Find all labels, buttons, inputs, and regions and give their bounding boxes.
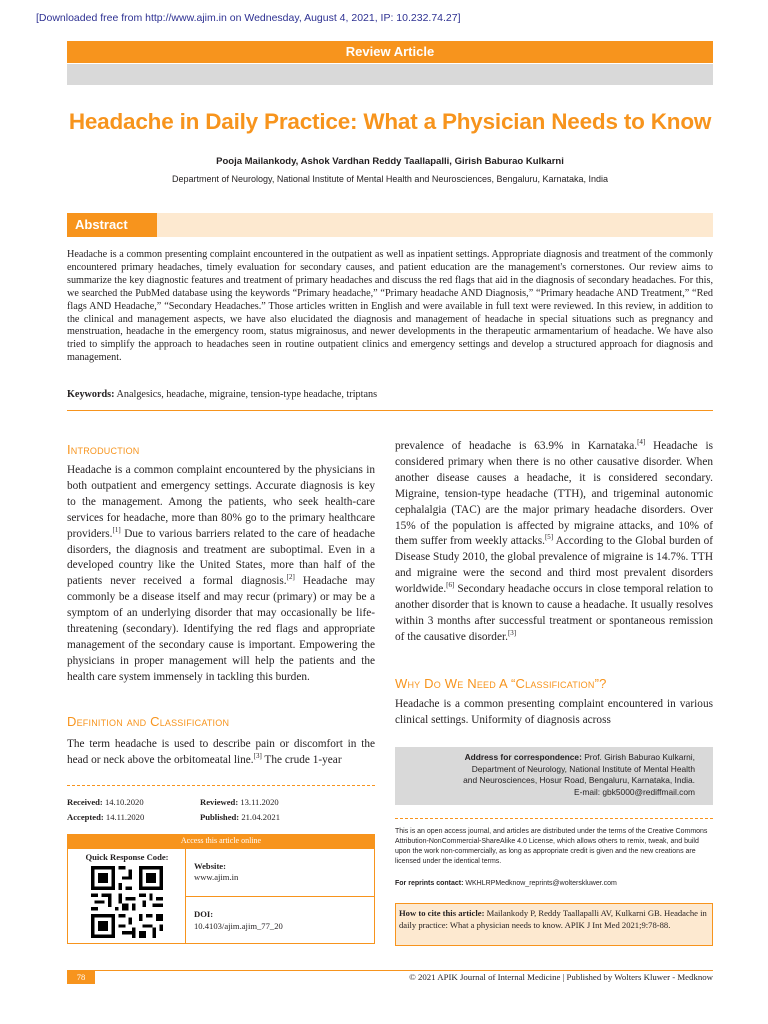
- access-divider-horizontal: [185, 896, 375, 897]
- reviewed-label: Reviewed:: [200, 797, 239, 807]
- how-to-cite: [399, 907, 709, 931]
- reprints: [395, 880, 713, 887]
- reviewed-date: 13.11.2020: [238, 797, 279, 807]
- prevalence-part: Secondary headache occurs in close temporal relation to another disorder that is known to cause a headache. It usually resolves within 3 months after successful treatment or spontaneous remission of the causative disorder.: [395, 583, 713, 643]
- prevalence-part: prevalence of headache is 63.9% in Karnataka.: [395, 440, 638, 452]
- address-line: and Neurosciences, Hosur Road, Bengaluru, Karnataka, India.: [463, 775, 695, 786]
- accepted-label: Accepted:: [67, 812, 104, 822]
- def-part: The term headache is used to describe pain or discomfort in the head or neck above the orbitomeatal line.: [67, 738, 375, 766]
- abstract-text: Headache is a common presenting complaint encountered in the outpatient as well as inpatient settings. Appropriate diagnosis and treatment of the commonly encountered primary headaches, timely evaluation for secondary causes, and patient education are the management's cornerstones. Our review aims to summarize the key diagnostic features and treatment of primary headaches and discuss the red flags that aid in the diagnosis of secondary headaches. For this, we searched the PubMed database using the keywords “Primary headache,” “Primary headache AND Diagnosis,” “Primary headache AND Treatment,” “Red flags AND Headache,” “Secondary Headaches.” Those articles written in English and were available in full text were reviewed. In this review, in addition to the clinical and management aspects, we have also elucidated the diagnosis and management of headache in special situations such as pregnancy and menstruation, headache in the emergency room, status migrainosus, and newer developments in the therapeutic armamentarium of headache. We have also tried to simplify the approach to headaches seen in routine outpatient clinics and emergency settings and develop a structured approach for diagnosis and management.: [67, 249, 713, 364]
- keywords-list: Analgesics, headache, migraine, tension-type headache, triptans: [114, 389, 378, 400]
- cite-text: Mailankody P, Reddy Taallapalli AV, Kulkarni GB. Headache in daily practice: What a physician needs to know. APIK J Int Med 2021;9:78-88.: [399, 908, 707, 930]
- keywords: [67, 389, 713, 400]
- cite-label: How to cite this article:: [399, 908, 485, 918]
- download-note: [Downloaded free from http://www.ajim.in on Wednesday, August 4, 2021, IP: 10.232.74.27]: [36, 12, 461, 24]
- published-date: 21.04.2021: [239, 812, 280, 822]
- introduction-text: [67, 463, 375, 686]
- citation-link[interactable]: [3]: [253, 752, 262, 761]
- keywords-rule: [67, 410, 713, 411]
- received-date: 14.10.2020: [102, 797, 144, 807]
- address-rule: [395, 818, 713, 819]
- why-classification-heading: Why Do We Need A “Classification”?: [395, 676, 607, 691]
- page-number: 78: [67, 971, 95, 984]
- address-line: Department of Neurology, National Institute of Mental Health: [471, 763, 695, 774]
- definition-heading: Definition and Classification: [67, 714, 230, 729]
- header-gray-bar: [67, 64, 713, 85]
- published-label: Published:: [200, 812, 240, 822]
- citation-link[interactable]: [1]: [112, 525, 121, 534]
- authors: Pooja Mailankody, Ashok Vardhan Reddy Taallapalli, Girish Baburao Kulkarni: [216, 156, 564, 167]
- intro-part: Headache is a common complaint encountered by the physicians in both outpatient and emergency settings. Accurate diagnosis is key to the management. Among the patients, who seek health-care services for headache, more than 80% go to the primary healthcare providers.: [67, 464, 375, 540]
- keywords-label: Keywords:: [67, 389, 115, 400]
- access-heading: Access this article online: [67, 834, 375, 848]
- article-type-bar: [67, 41, 713, 63]
- correspondence-label: Address for correspondence:: [464, 752, 582, 762]
- qr-code-icon[interactable]: [91, 866, 163, 938]
- doi-label: DOI:: [194, 909, 214, 919]
- intro-part: Due to various barriers related to the care of headache disorders, the diagnosis and treatment are suboptimal. Even in a developed country like the United States, more than half of the patients never received a formal diagnosis.: [67, 527, 375, 588]
- article-dates: [67, 795, 375, 825]
- def-part: The crude 1-year: [261, 753, 342, 766]
- prevalence-text: [395, 439, 713, 646]
- citation-link[interactable]: [2]: [286, 573, 295, 582]
- prevalence-part: Headache is considered primary when there is no other causative disorder. When another disease causes a headache, it is considered secondary. Migraine, tension-type headache (TTH), and trigeminal autonomic cephalalgia (TAC) are the major primary headache disorders. Over 15% of the population is affected by migraine attacks, and 10% of them suffer from weekly attacks.: [395, 440, 713, 548]
- accepted-date: 14.11.2020: [103, 812, 145, 822]
- abstract-bar: [67, 213, 713, 237]
- prevalence-part: According to the Global burden of Disease Study 2010, the global prevalence of migraine is 14.7%. TTH and migraine were the second and third most prevalent disorders worldwide.: [395, 535, 714, 596]
- abstract-heading: Abstract: [67, 213, 157, 237]
- reprints-email[interactable]: WKHLRPMedknow_reprints@wolterskluwer.com: [463, 880, 617, 887]
- citation-link[interactable]: [3]: [507, 629, 517, 638]
- article-type: Review Article: [345, 44, 435, 59]
- doi-link[interactable]: 10.4103/ajim.ajim_77_20: [194, 921, 283, 931]
- license-text: This is an open access journal, and articles are distributed under the terms of the Creative Commons Attribution-NonCommercial-ShareAlike 4.0 License, which allows others to remix, tweak, and build upon the work non-commercially, as long as appropriate credit is given and the new creations are licensed under the identical terms.: [395, 828, 708, 865]
- correspondence-address: [395, 752, 695, 798]
- why-classification-text: Headache is a common presenting complaint encountered in various clinical settings. Uniformity of diagnosis across: [395, 698, 713, 726]
- website-label: Website:: [194, 861, 226, 871]
- dates-rule: [67, 785, 375, 786]
- citation-link[interactable]: [6]: [446, 581, 455, 590]
- email-link[interactable]: E-mail: gbk5000@rediffmail.com: [574, 786, 695, 797]
- citation-link[interactable]: [4]: [637, 438, 646, 447]
- article-title: Headache in Daily Practice: What a Physician Needs to Know: [68, 109, 712, 134]
- definition-text: [67, 737, 375, 769]
- intro-part: Headache may commonly be a disease itself and may recur (primary) or may be a symptom of an underlying disorder that may occasionally be life-threatening (secondary). Identifying the red flags and appropriate management of the secondary cause is important. Empowering the physicians in proper management will help the patients and the health care system immensely in tackling this burden.: [67, 575, 375, 683]
- footer-text: © 2021 APIK Journal of Internal Medicine | Published by Wolters Kluwer - Medknow: [409, 972, 713, 982]
- address-line: Prof. Girish Baburao Kulkarni,: [581, 752, 695, 762]
- affiliation: Department of Neurology, National Institute of Mental Health and Neurosciences, Bengaluru, Karnataka, India: [171, 174, 609, 184]
- qr-label: Quick Response Code:: [85, 852, 169, 862]
- reprints-label: For reprints contact:: [395, 880, 464, 887]
- received-label: Received:: [67, 797, 103, 807]
- introduction-heading: Introduction: [67, 442, 140, 457]
- citation-link[interactable]: [5]: [544, 533, 554, 542]
- website-link[interactable]: www.ajim.in: [194, 872, 239, 882]
